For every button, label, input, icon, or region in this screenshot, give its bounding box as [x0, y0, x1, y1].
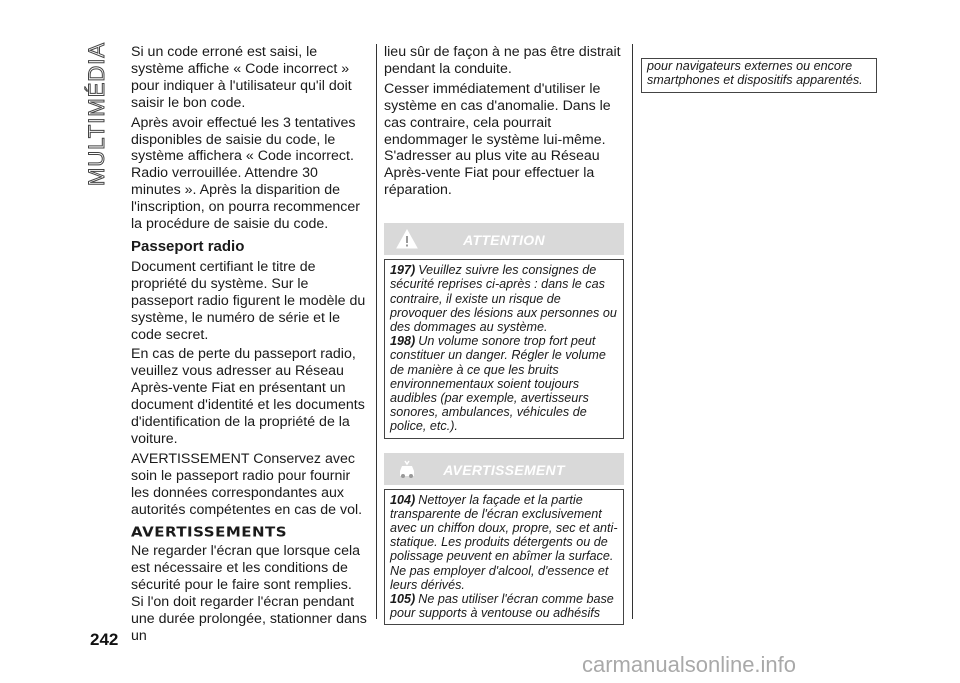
avertissement-item — [390, 493, 618, 592]
attention-item — [390, 334, 618, 433]
attention-header — [384, 223, 624, 255]
attention-item — [390, 263, 618, 334]
text-column-2 — [384, 44, 624, 625]
paragraph: Cesser immédiatement d'utiliser le système en cas d'anomalie. Dans le cas contraire, cela pourrait endommager le système lui-même. S'adresser au plus vite au Réseau Après-vente Fiat pour effectuer la réparation. — [384, 80, 611, 199]
paragraph: lieu sûr de façon à ne pas être distrait pendant la conduite. — [384, 44, 621, 77]
paragraph: Si un code erroné est saisi, le système affiche « Code incorrect » pour indiquer à l'utilisateur qu'il doit saisir le bon code. — [131, 44, 352, 111]
avertissement-title: AVERTISSEMENT — [443, 461, 565, 478]
column-divider — [632, 44, 633, 619]
continued-note-box — [641, 58, 877, 93]
item-number: 105) — [390, 592, 416, 607]
note-text: pour navigateurs externes ou encore smartphones et dispositifs apparentés. — [647, 59, 863, 88]
paragraph: En cas de perte du passeport radio, veuillez vous adresser au Réseau Après-vente Fiat en présentant un document d'identité et les documents d'identification de la propriété de la voiture. — [131, 346, 365, 447]
item-text: Un volume sonore trop fort peut constituer un danger. Régler le volume de manière à ce que les bruits environnementaux soient toujours audibles (par exemple, avertisseurs sonores, ambulances, véhicules de police, etc.). — [390, 334, 606, 434]
column-divider — [376, 44, 377, 619]
watermark: carmanualsonline.info — [582, 652, 797, 677]
avertissement-header — [384, 453, 624, 485]
section-title: MULTIMÉDIA — [84, 41, 109, 186]
item-number: 104) — [390, 492, 416, 507]
text-column-3 — [641, 58, 877, 93]
item-text: Ne pas utiliser l'écran comme base pour supports à ventouse ou adhésifs — [390, 592, 614, 621]
avertissement-item — [390, 592, 618, 620]
attention-title: ATTENTION — [463, 232, 545, 249]
heading-avertissements: AVERTISSEMENTS — [131, 524, 288, 541]
paragraph: Document certifiant le titre de propriété du système. Sur le passeport radio figurent le modèle du système, le numéro de série et le code secret. — [131, 258, 366, 343]
attention-box — [384, 259, 624, 438]
item-text: Nettoyer la façade et la partie transparente de l'écran exclusivement avec un chiffon doux, propre, sec et anti-statique. Les produits détergents ou de polissage peuvent en abîmer la surface. Ne pas employer d'alcool, d'essence et leurs dérivés. — [390, 492, 618, 592]
avertissement-box — [384, 489, 624, 626]
paragraph: Ne regarder l'écran que lorsque cela est nécessaire et les conditions de sécurité pour le faire sont remplies. Si l'on doit regarder l'écran pendant une durée prolongée, stationner dans un — [131, 543, 367, 644]
paragraph: AVERTISSEMENT Conservez avec soin le passeport radio pour fournir les données correspondantes aux autorités compétentes en cas de vol. — [131, 450, 363, 518]
item-number: 197) — [390, 263, 416, 278]
item-number: 198) — [390, 334, 416, 349]
page-number: 242 — [90, 630, 119, 649]
item-text: Veuillez suivre les consignes de sécurité reprises ci-après : dans le cas contraire, il existe un risque de provoquer des lésions aux personnes ou des dommages au système. — [390, 263, 617, 334]
paragraph: Après avoir effectué les 3 tentatives disponibles de saisie du code, le système affichera « Code incorrect. Radio verrouillée. Attendre 30 minutes ». Après la disparition de l'inscription, on pourra recommencer la procédure de saisie du code. — [131, 114, 361, 233]
text-column-1 — [131, 44, 367, 648]
heading-passeport-radio: Passeport radio — [131, 237, 245, 255]
